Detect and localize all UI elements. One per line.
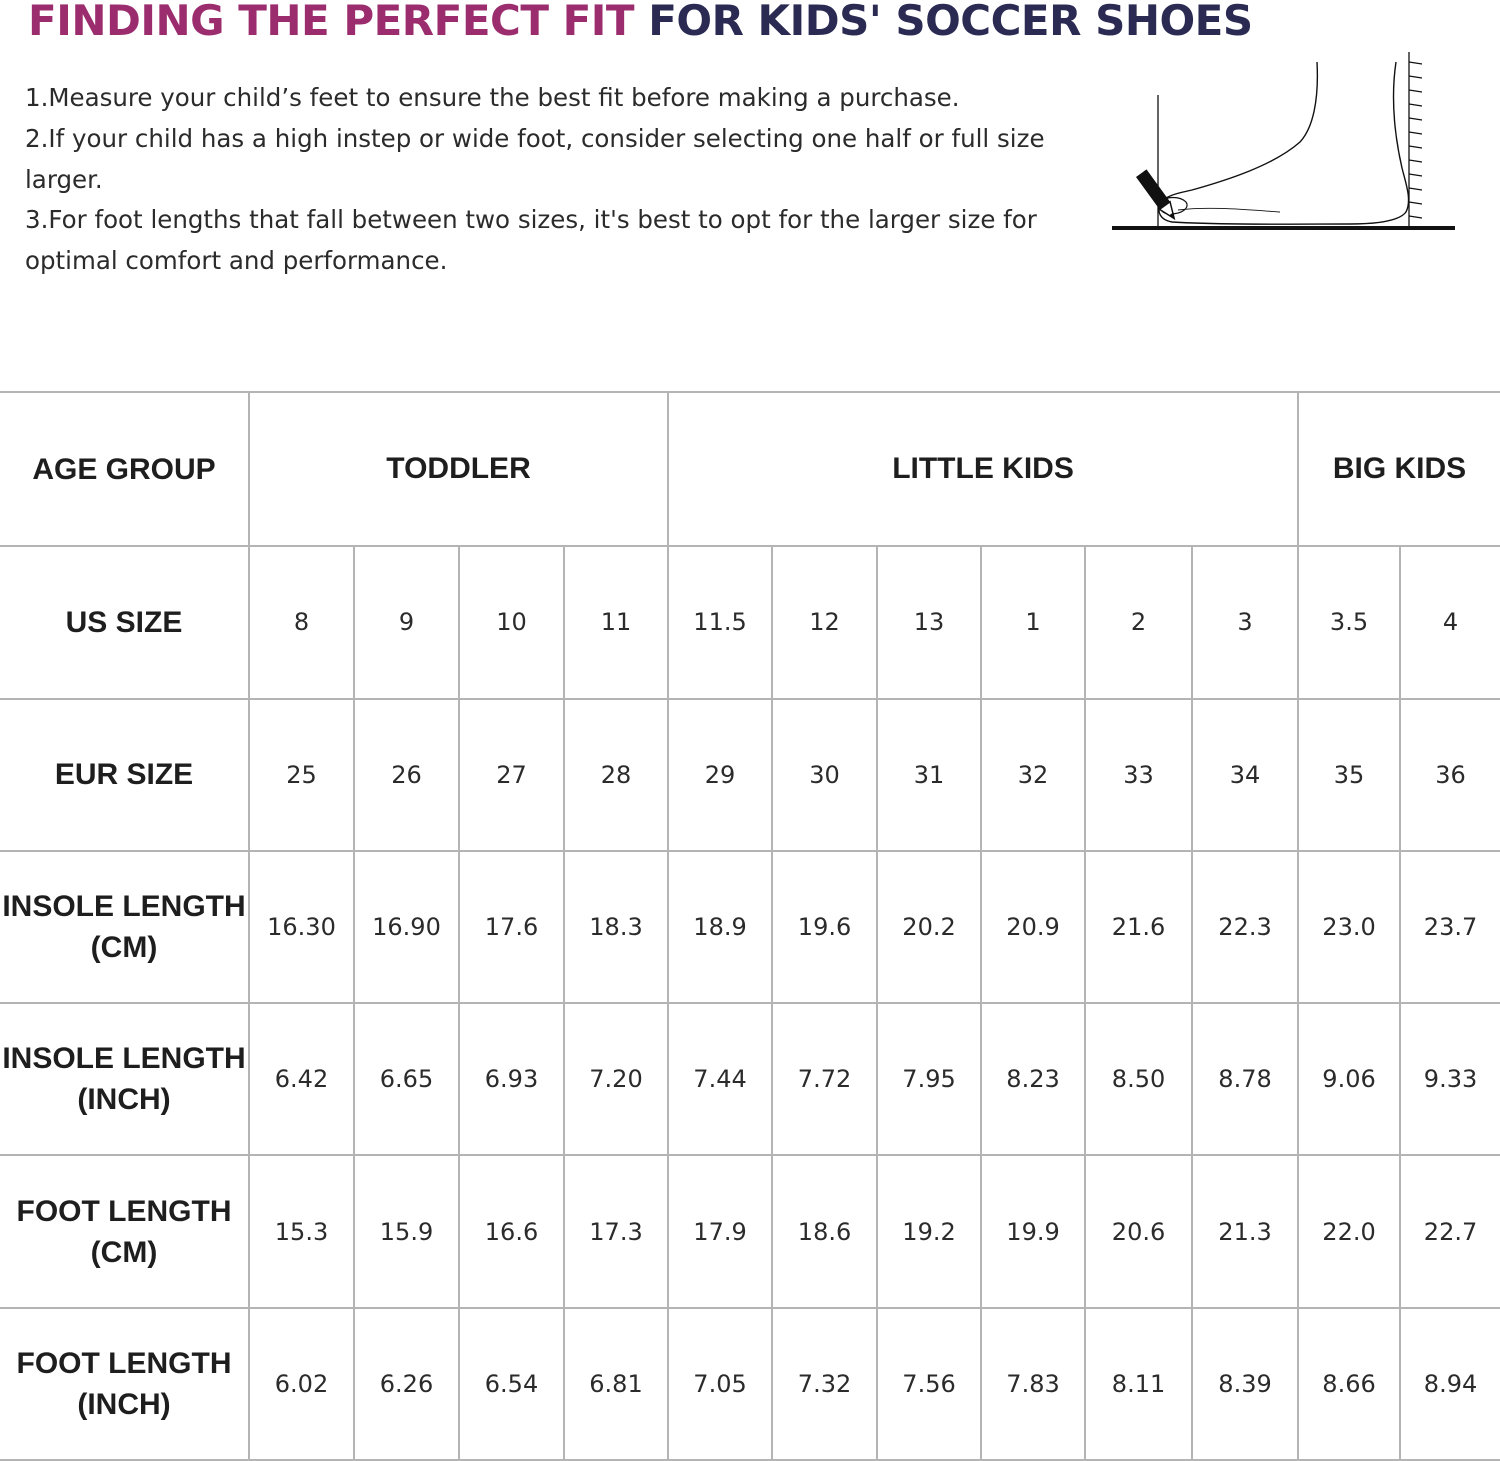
size-cell: 17.9 <box>668 1155 772 1307</box>
size-cell: 8.50 <box>1085 1003 1192 1155</box>
size-cell: 10 <box>459 546 564 698</box>
size-cell: 23.7 <box>1400 851 1500 1003</box>
size-cell: 18.6 <box>772 1155 877 1307</box>
table-row <box>0 1155 1500 1307</box>
size-cell: 8.23 <box>981 1003 1085 1155</box>
size-cell: 19.6 <box>772 851 877 1003</box>
size-cell: 20.6 <box>1085 1155 1192 1307</box>
size-cell: 19.9 <box>981 1155 1085 1307</box>
size-cell: 2 <box>1085 546 1192 698</box>
size-cell: 11 <box>564 546 668 698</box>
row-label <box>0 1308 249 1460</box>
size-cell: 3 <box>1192 546 1298 698</box>
size-cell: 22.7 <box>1400 1155 1500 1307</box>
size-cell: 16.90 <box>354 851 459 1003</box>
table-row <box>0 1003 1500 1155</box>
size-cell: 15.3 <box>249 1155 354 1307</box>
size-cell: 1 <box>981 546 1085 698</box>
size-cell: 15.9 <box>354 1155 459 1307</box>
size-cell: 9.33 <box>1400 1003 1500 1155</box>
size-cell: 8.94 <box>1400 1308 1500 1460</box>
row-label-line1: FOOT LENGTH <box>16 1194 232 1228</box>
fit-tips <box>25 78 1085 282</box>
size-cell: 7.72 <box>772 1003 877 1155</box>
row-label <box>0 699 249 851</box>
size-cell: 6.93 <box>459 1003 564 1155</box>
tip-1: 1.Measure your child’s feet to ensure the best fit before making a purchase. <box>25 83 960 112</box>
age-group-header: TODDLER <box>249 392 668 546</box>
table-row <box>0 546 1500 698</box>
size-cell: 6.81 <box>564 1308 668 1460</box>
row-label-line2: (INCH) <box>77 1387 171 1421</box>
size-cell: 35 <box>1298 699 1400 851</box>
size-cell: 33 <box>1085 699 1192 851</box>
size-cell: 27 <box>459 699 564 851</box>
size-cell: 7.83 <box>981 1308 1085 1460</box>
size-cell: 8.78 <box>1192 1003 1298 1155</box>
row-label <box>0 851 249 1003</box>
size-cell: 18.9 <box>668 851 772 1003</box>
size-cell: 7.05 <box>668 1308 772 1460</box>
size-cell: 28 <box>564 699 668 851</box>
row-label-line2: (CM) <box>90 931 158 964</box>
page-title <box>28 0 1253 48</box>
size-cell: 17.3 <box>564 1155 668 1307</box>
size-cell: 22.0 <box>1298 1155 1400 1307</box>
size-cell: 21.6 <box>1085 851 1192 1003</box>
size-cell: 31 <box>877 699 981 851</box>
size-cell: 8.11 <box>1085 1308 1192 1460</box>
size-cell: 12 <box>772 546 877 698</box>
size-cell: 6.26 <box>354 1308 459 1460</box>
size-cell: 29 <box>668 699 772 851</box>
size-cell: 4 <box>1400 546 1500 698</box>
tip-3: 3.For foot lengths that fall between two sizes, it's best to opt for the larger size for optimal comfort and performance. <box>25 205 1037 276</box>
row-label-age-group: AGE GROUP <box>0 392 249 546</box>
size-cell: 13 <box>877 546 981 698</box>
size-cell: 26 <box>354 699 459 851</box>
table-row <box>0 699 1500 851</box>
size-cell: 19.2 <box>877 1155 981 1307</box>
table-row <box>0 851 1500 1003</box>
size-cell: 7.44 <box>668 1003 772 1155</box>
size-cell: 18.3 <box>564 851 668 1003</box>
size-cell: 16.6 <box>459 1155 564 1307</box>
size-cell: 25 <box>249 699 354 851</box>
size-cell: 6.65 <box>354 1003 459 1155</box>
size-cell: 8 <box>249 546 354 698</box>
size-cell: 36 <box>1400 699 1500 851</box>
row-label-line2: (CM) <box>90 1235 158 1269</box>
row-label-line1: EUR SIZE <box>54 758 194 792</box>
size-cell: 22.3 <box>1192 851 1298 1003</box>
tip-2: 2.If your child has a high instep or wide foot, consider selecting one half or full size larger. <box>25 123 1045 194</box>
size-cell: 9.06 <box>1298 1003 1400 1155</box>
size-cell: 20.9 <box>981 851 1085 1003</box>
size-cell: 21.3 <box>1192 1155 1298 1307</box>
size-cell: 9 <box>354 546 459 698</box>
size-cell: 3.5 <box>1298 546 1400 698</box>
table-row <box>0 1308 1500 1460</box>
row-label <box>0 546 249 698</box>
foot-measuring-icon <box>1100 50 1460 245</box>
row-label-line2: (INCH) <box>77 1083 171 1117</box>
size-cell: 8.66 <box>1298 1308 1400 1460</box>
size-cell: 16.30 <box>249 851 354 1003</box>
size-cell: 34 <box>1192 699 1298 851</box>
row-label-line1: FOOT LENGTH <box>16 1346 232 1380</box>
size-cell: 6.42 <box>249 1003 354 1155</box>
row-label <box>0 1003 249 1155</box>
row-label-line1: INSOLE LENGTH <box>2 890 246 923</box>
size-cell: 17.6 <box>459 851 564 1003</box>
row-label-line1: INSOLE LENGTH <box>2 1042 246 1076</box>
title-rest: FOR KIDS' SOCCER SHOES <box>648 0 1253 45</box>
size-cell: 6.54 <box>459 1308 564 1460</box>
size-cell: 30 <box>772 699 877 851</box>
age-group-header: LITTLE KIDS <box>668 392 1298 546</box>
size-cell: 32 <box>981 699 1085 851</box>
title-highlight: FINDING THE PERFECT FIT <box>28 0 635 45</box>
size-cell: 7.56 <box>877 1308 981 1460</box>
size-cell: 11.5 <box>668 546 772 698</box>
size-cell: 7.95 <box>877 1003 981 1155</box>
size-cell: 7.32 <box>772 1308 877 1460</box>
size-chart-table <box>0 391 1500 1461</box>
size-cell: 20.2 <box>877 851 981 1003</box>
row-label-line1: US SIZE <box>65 605 183 639</box>
row-label <box>0 1155 249 1307</box>
size-cell: 8.39 <box>1192 1308 1298 1460</box>
size-cell: 6.02 <box>249 1308 354 1460</box>
size-cell: 23.0 <box>1298 851 1400 1003</box>
age-group-header: BIG KIDS <box>1298 392 1500 546</box>
size-cell: 7.20 <box>564 1003 668 1155</box>
age-group-row <box>0 392 1500 546</box>
